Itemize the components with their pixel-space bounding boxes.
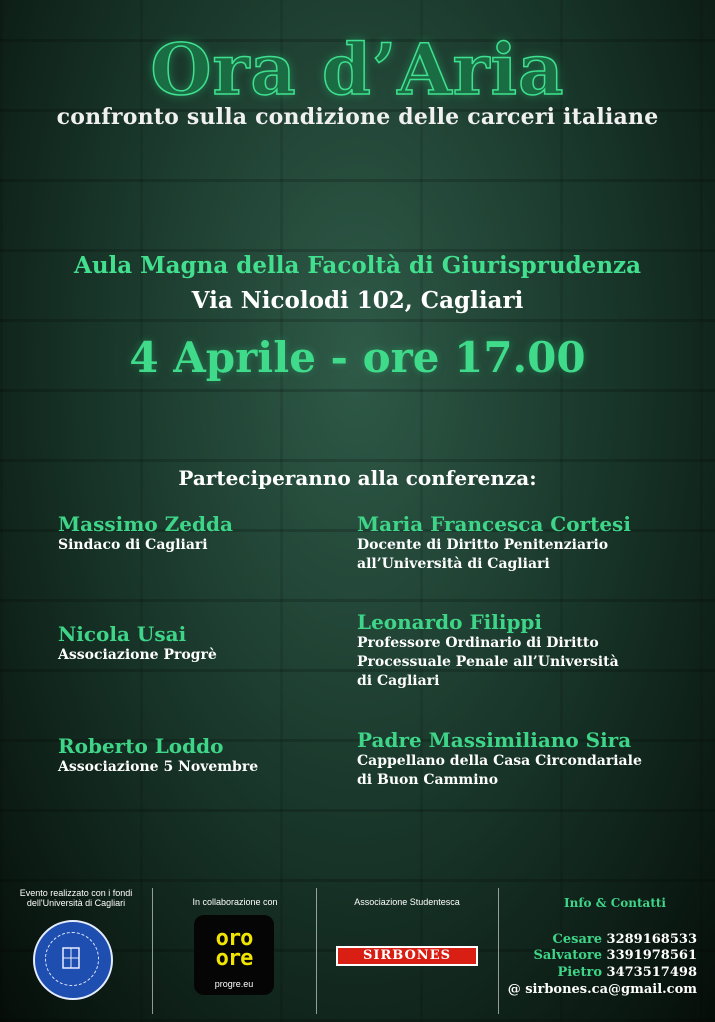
assoc-label: Associazione Studentesca [354,897,460,907]
funding-line: dell'Università di Cagliari [26,898,126,908]
speaker-nicola-usai [58,622,217,665]
speaker-name: Massimo Zedda [58,512,233,536]
footer-divider [498,888,499,1014]
contact-name: Pietro [557,965,602,980]
speaker-maria-francesca-cortesi [357,512,631,574]
progre-url: progre.eu [214,979,254,989]
speaker-role-line: di Buon Cammino [357,772,499,788]
speaker-role: Associazione 5 Novembre [58,759,259,775]
participants-heading: Parteciperanno alla conferenza: [178,466,537,490]
seal-emblem-icon [33,920,109,996]
funding-line: Evento realizzato con i fondi [19,888,133,898]
funding-note [6,888,146,908]
contact-number: 3473517498 [606,965,697,980]
speaker-padre-massimiliano-sira [357,728,642,790]
event-datetime: 4 Aprile - ore 17.00 [129,333,586,382]
contact-name: Cesare [552,932,602,947]
speaker-role-line: Professore Ordinario di Diritto [357,635,599,651]
footer-divider [152,888,153,1014]
contact-cesare [553,932,697,947]
speaker-name: Maria Francesca Cortesi [357,512,631,536]
footer-divider [316,888,317,1014]
event-venue: Aula Magna della Facoltà di Giurisprudenza [73,252,642,279]
contact-email: @ sirbones.ca@gmail.com [507,982,697,997]
progre-mark-line: ore [215,946,253,971]
sirbones-logo: SIRBONES [336,946,478,966]
speaker-name: Leonardo Filippi [357,610,543,634]
speaker-role-line: all’Università di Cagliari [357,556,550,572]
speaker-role: Associazione Progrè [58,647,217,663]
speaker-role-line: Docente di Diritto Penitenziario [357,537,609,553]
poster-title: Ora d’Aria [150,28,565,111]
contact-salvatore [533,948,697,963]
contact-pietro [557,965,697,980]
speaker-role-line: di Cagliari [357,673,440,689]
university-seal-icon [33,920,113,1000]
poster-subtitle: confronto sulla condizione delle carceri italiane [56,104,659,130]
speaker-name: Padre Massimiliano Sira [357,728,632,752]
collab-label: In collaborazione con [192,897,278,907]
speaker-roberto-loddo [58,734,258,777]
info-contacts-title: Info & Contatti [564,896,666,910]
speaker-role-line: Processuale Penale all’Università [357,654,619,670]
speaker-name: Roberto Loddo [58,734,224,758]
speaker-name: Nicola Usai [58,622,187,646]
progre-mark-line: oro [215,926,253,951]
speaker-role: Sindaco di Cagliari [58,537,208,553]
contact-number: 3391978561 [606,948,697,963]
progre-logo-mark [202,926,266,971]
event-address: Via Nicolodi 102, Cagliari [191,287,524,314]
speaker-leonardo-filippi [357,610,619,691]
contact-name: Salvatore [533,948,602,963]
progre-logo [194,915,274,995]
speaker-role-line: Cappellano della Casa Circondariale [357,753,642,769]
speaker-massimo-zedda [58,512,233,555]
contact-number: 3289168533 [606,932,697,947]
